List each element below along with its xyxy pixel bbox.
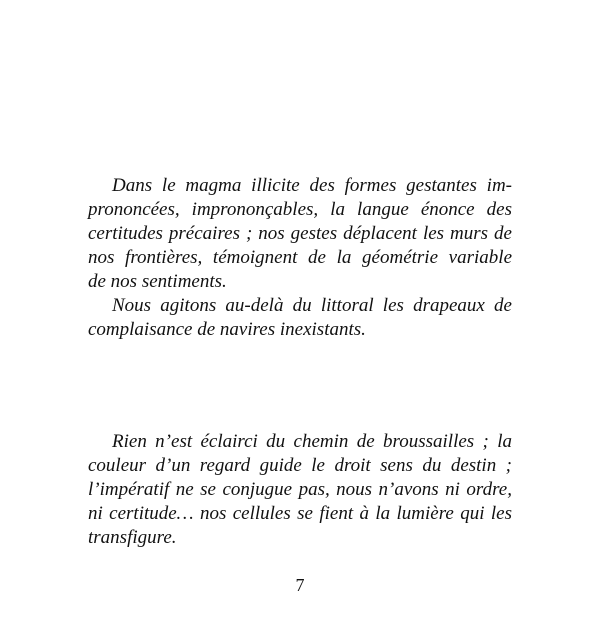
text-line: nos frontières, témoignent de la géométrie variable [88, 247, 512, 268]
text-line: Dans le magma illicite des formes gestantes im- [112, 175, 512, 196]
text-line: prononcées, imprononçables, la langue énonce des [88, 199, 512, 220]
text-line: Nous agitons au-delà du littoral les drapeaux de [112, 295, 512, 316]
page-number: 7 [295, 575, 305, 595]
text-line: Rien n’est éclairci du chemin de broussailles ; la [112, 431, 512, 452]
text-line: l’impératif ne se conjugue pas, nous n’avons ni ordre, [88, 479, 512, 500]
text-line: de nos sentiments. [88, 271, 227, 292]
text-line: complaisance de navires inexistants. [88, 319, 366, 340]
text-line: transfigure. [88, 527, 177, 548]
text-line: certitudes précaires ; nos gestes déplacent les murs de [88, 223, 512, 244]
text-line: couleur d’un regard guide le droit sens du destin ; [88, 455, 512, 476]
text-line: ni certitude… nos cellules se fient à la lumière qui les [88, 503, 512, 524]
